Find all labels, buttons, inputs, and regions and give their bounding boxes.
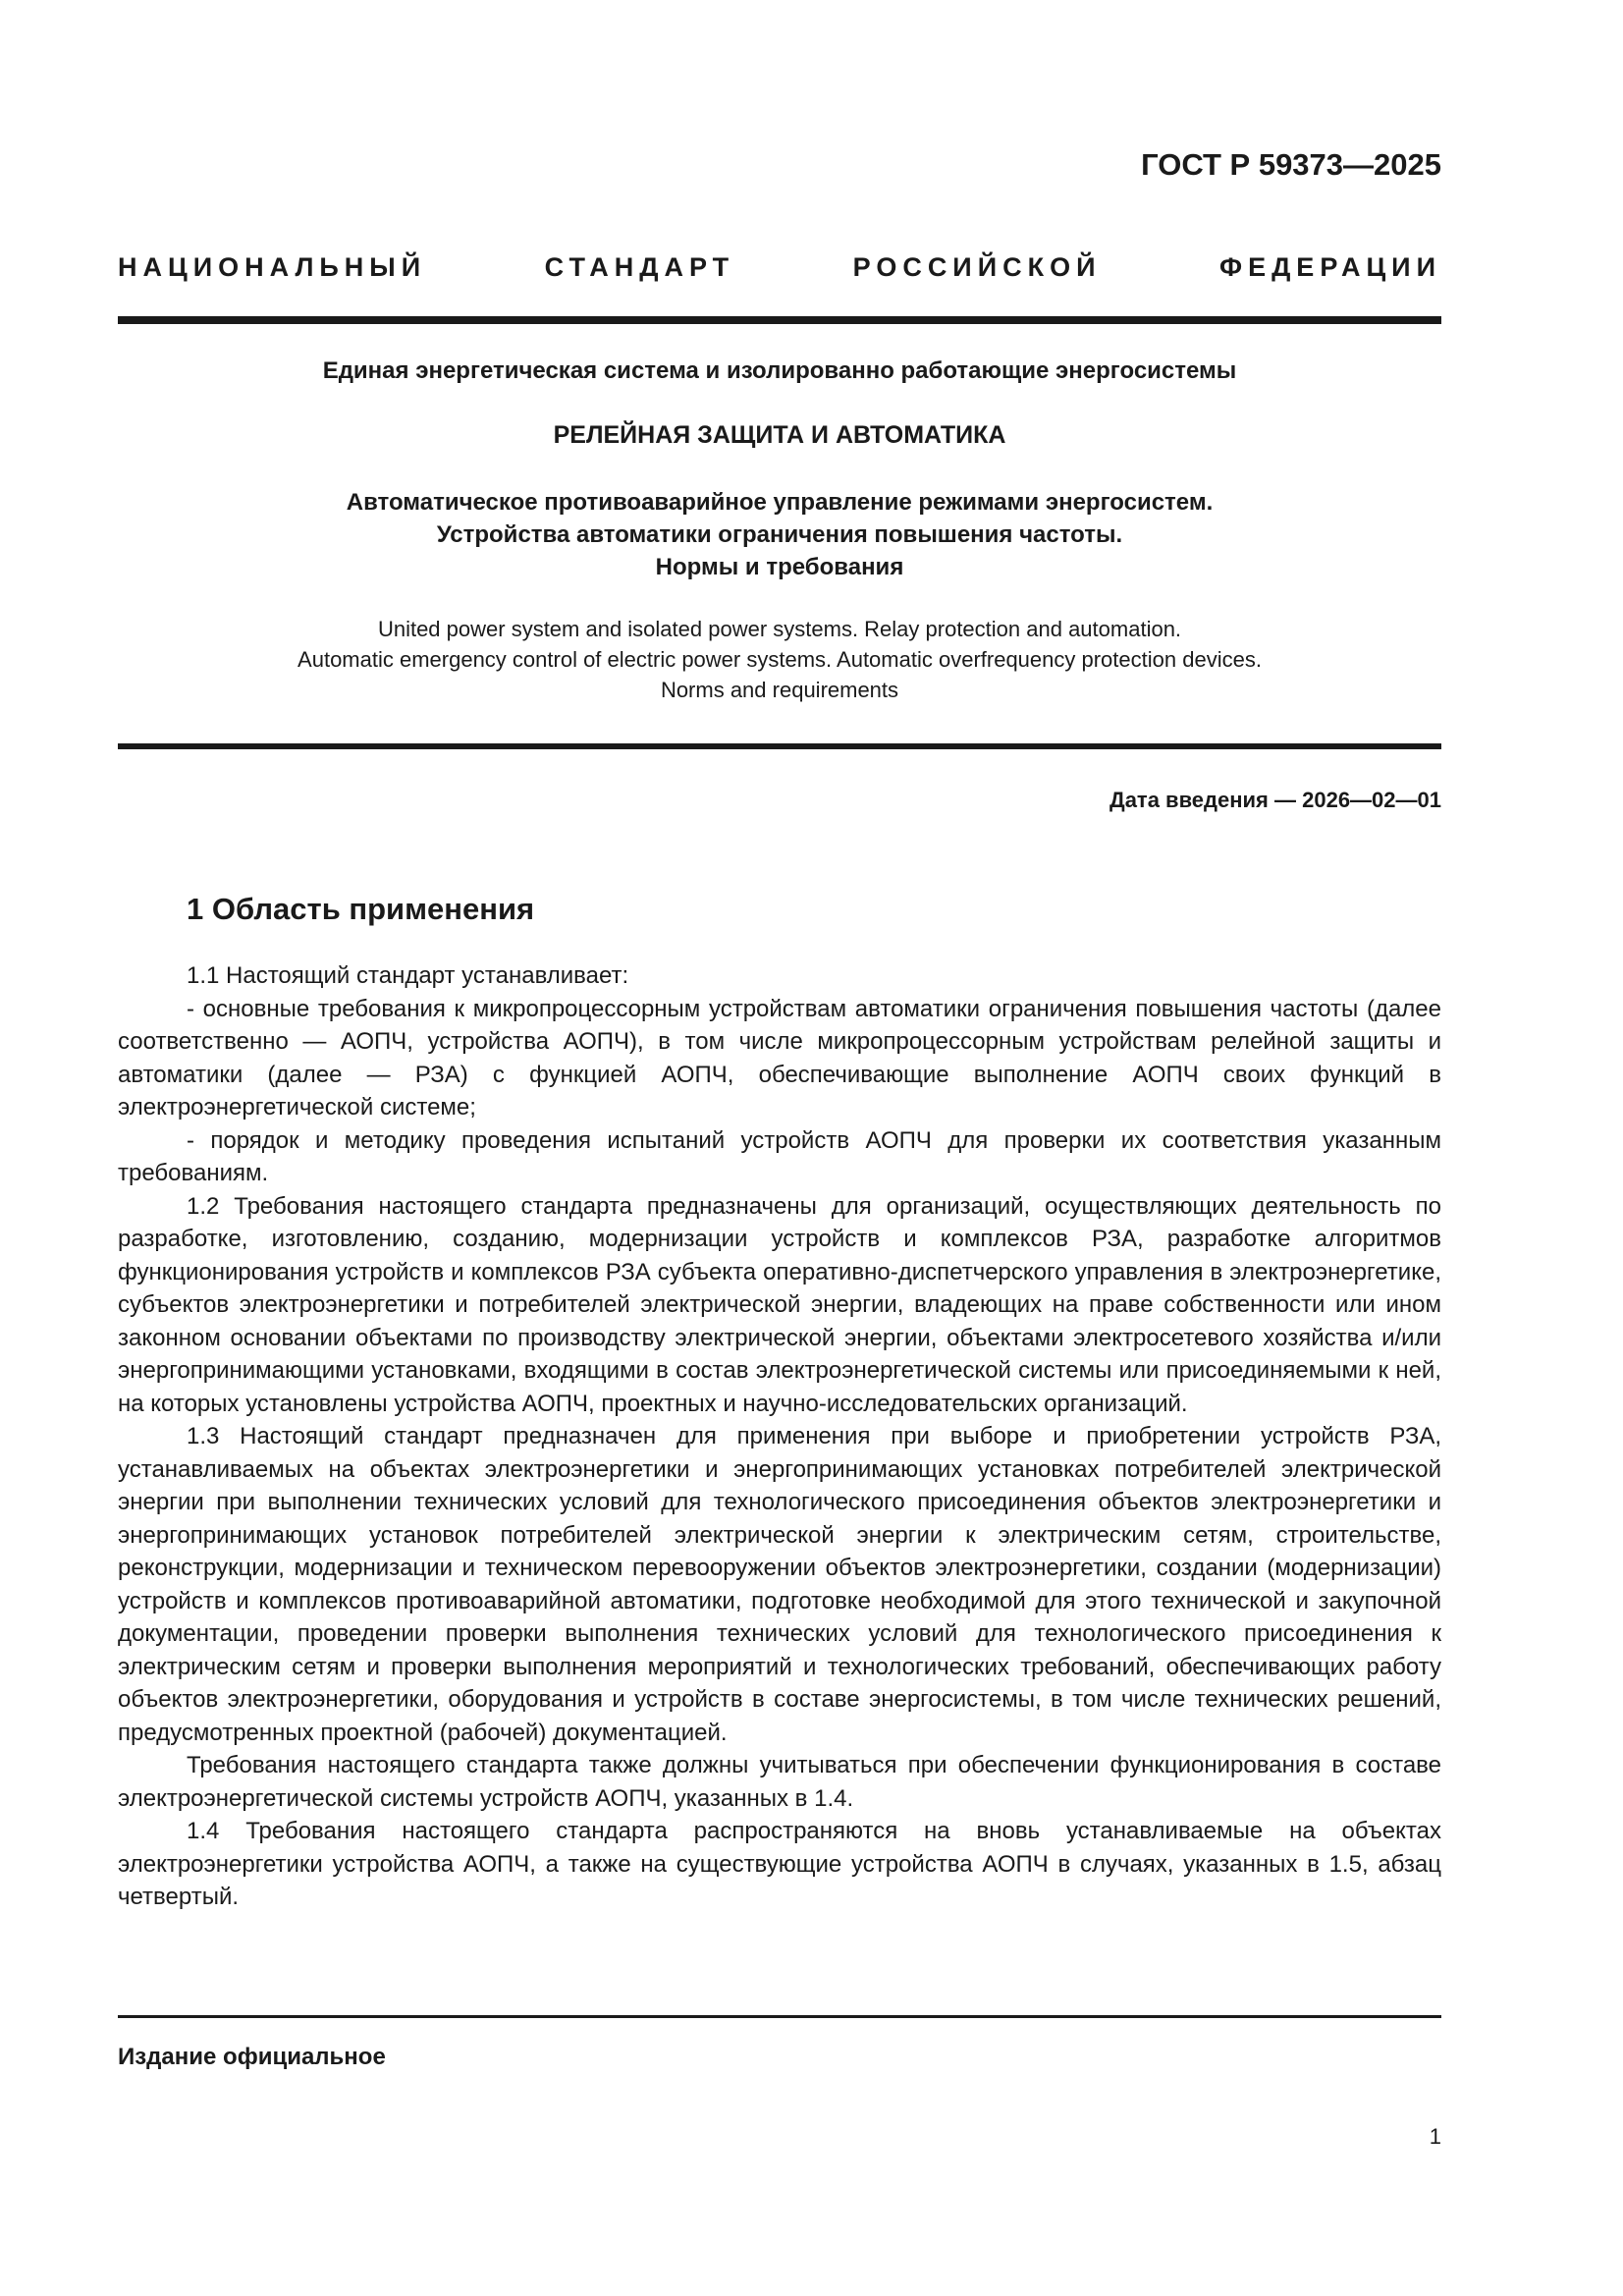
header-divider [118,316,1441,324]
section-heading: 1 Область применения [187,892,535,926]
title-divider [118,743,1441,749]
paragraph: 1.1 Настоящий стандарт устанавливает: [187,962,629,989]
page-number: 1 [1429,2124,1441,2149]
introduction-date: Дата введения — 2026—02—01 [1109,788,1441,812]
english-title [118,614,1441,705]
subtitle-line: Устройства автоматики ограничения повышения частоты. [436,521,1123,548]
main-title: РЕЛЕЙНАЯ ЗАЩИТА И АВТОМАТИКА [553,421,1006,449]
system-title: Единая энергетическая система и изолированно работающие энергосистемы [322,357,1237,384]
english-title-line: Automatic emergency control of electric power systems. Automatic overfrequency protection devices. [298,647,1262,672]
paragraph: 1.2 Требования настоящего стандарта предназначены для организаций, осуществляющих деятельность по разработке, изготовлению, созданию, модернизации устройств и комплексов РЗА, разработке алгоритмов функционирования устройств и комплексов РЗА субъекта оперативно-диспетчерского управления в электроэнергетике, субъектов электроэнергетики и потребителей электрической энергии, владеющих на праве собственности или ином законном основании объектами по производству электрической энергии, объектами электросетевого хозяйства и/или энергопринимающими установками, входящими в состав электроэнергетической системы или присоединяемыми к ней, на которых установлены устройства АОПЧ, проектных и научно-исследовательских организаций. [118,1192,1441,1417]
paragraph: 1.4 Требования настоящего стандарта распространяются на вновь устанавливаемые на объектах электроэнергетики устройства АОПЧ, а также на существующие устройства АОПЧ в случаях, указанных в 1.5, абзац четвертый. [118,1818,1441,1910]
paragraph: Требования настоящего стандарта также должны учитываться при обеспечении функционирования в составе электроэнергетической системы устройств АОПЧ, указанных в 1.4. [118,1752,1441,1812]
english-title-line: United power system and isolated power systems. Relay protection and automation. [377,617,1182,641]
subtitle-line: Автоматическое противоаварийное управление режимами энергосистем. [346,489,1214,516]
footer-divider [118,2015,1441,2018]
national-standard-header: НАЦИОНАЛЬНЫЙ СТАНДАРТ РОССИЙСКОЙ ФЕДЕРАЦИИ [118,252,1441,282]
subtitle [118,486,1441,583]
document-code: ГОСТ Р 59373—2025 [1141,147,1441,182]
paragraph: 1.3 Настоящий стандарт предназначен для применения при выборе и приобретении устройств РЗА, устанавливаемых на объектах электроэнергетики и энергопринимающих установках потребителей электрической энергии при выполнении технических условий для технологического присоединения объектов электроэнергетики и энергопринимающих установок потребителей электрической энергии к электрическим сетям, строительстве, реконструкции, модернизации и техническом перевооружении объектов электроэнергетики, создании (модернизации) устройств и комплексов противоаварийной автоматики, подготовке необходимой для этого технической и закупочной документации, проведении проверки выполнения технических условий для технологического присоединения к электрическим сетям и проверки выполнения мероприятий и технологических требований, обеспечивающих работу объектов электроэнергетики, оборудования и устройств в составе энергосистемы, в том числе технических решений, предусмотренных проектной (рабочей) документацией. [118,1423,1441,1746]
english-title-line: Norms and requirements [660,678,899,702]
paragraph: - основные требования к микропроцессорным устройствам автоматики ограничения повышения частоты (далее соответственно — АОПЧ, устройства АОПЧ), в том числе микропроцессорным устройствам релейной защиты и автоматики (далее — РЗА) с функцией АОПЧ, обеспечивающие выполнение АОПЧ своих функций в электроэнергетической системе; [118,995,1441,1121]
official-edition-label: Издание официальное [118,2044,386,2070]
paragraph: - порядок и методику проведения испытаний устройств АОПЧ для проверки их соответствия указанным требованиям. [118,1126,1441,1186]
subtitle-line: Нормы и требования [655,554,904,580]
section-body [118,959,1441,1914]
